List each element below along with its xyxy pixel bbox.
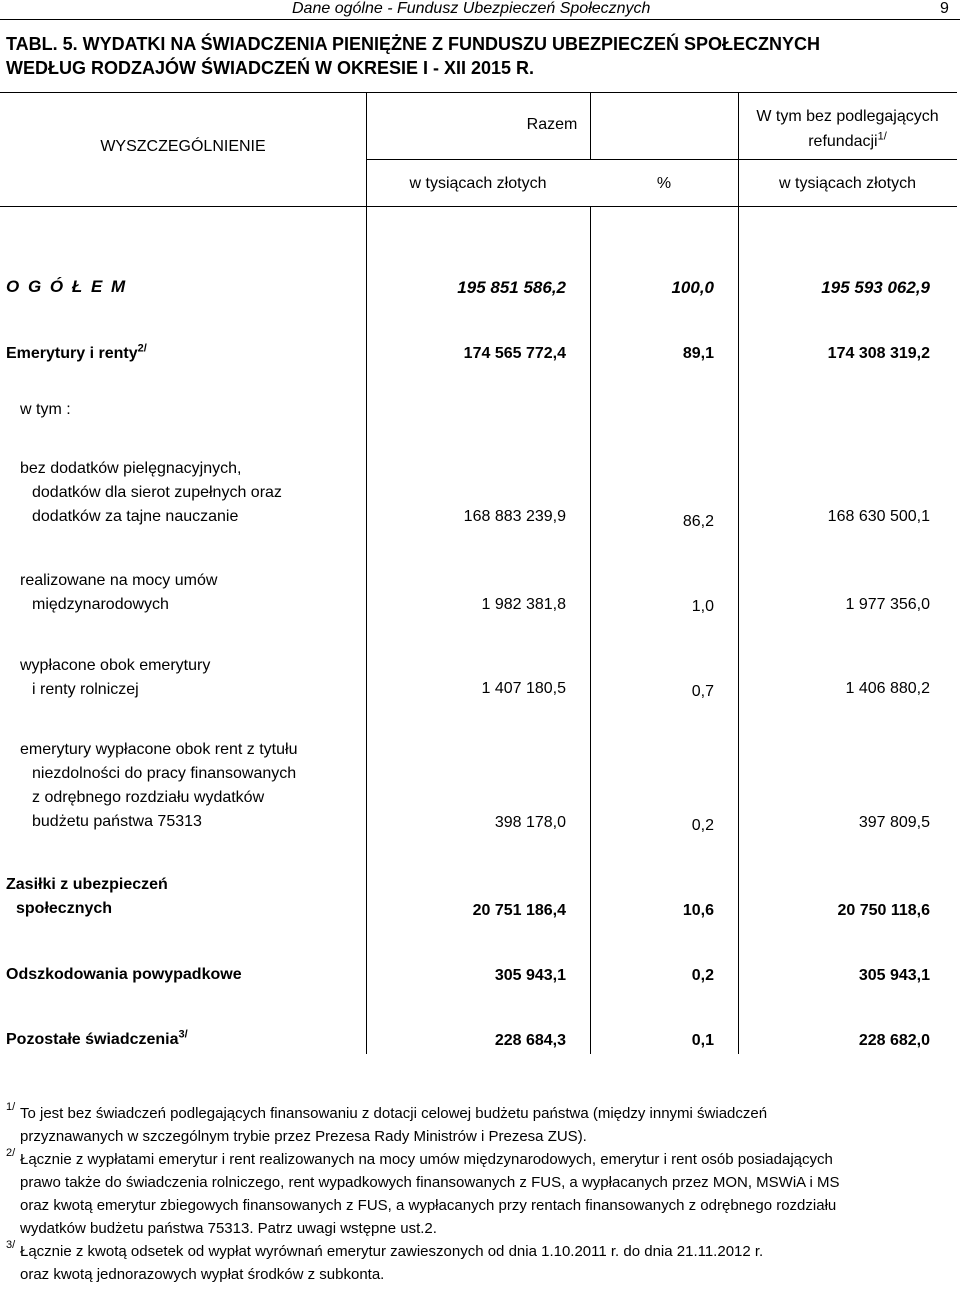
row-label-of-which: w tym : [20, 401, 71, 418]
footnote-3: 3/ Łącznie z kwotą odsetek od wypłat wyrównań emerytur zawieszonych od dnia 1.10.2011 r. do dnia 21.11.2012 r. oraz kwotą jednorazowych wypłat środków z subkonta. [6, 1239, 764, 1283]
unit-thousands-without-refunds: w tysiącach złotych [779, 175, 916, 192]
row-accident-compensation-without-refunds: 305 943,1 [858, 967, 930, 984]
row-budget-75313-value: 398 178,0 [494, 814, 566, 831]
row-label-other-benefits: Pozostałe świadczenia$^{3/}$ [6, 1028, 188, 1048]
table-title-line-1: TABL. 5. WYDATKI NA ŚWIADCZENIA PIENIĘŻNE Z FUNDUSZU UBEZPIECZEŃ SPOŁECZNYCH [6, 34, 821, 54]
footnote-2: 2/ Łącznie z wypłatami emerytur i rent realizowanych na mocy umów międzynarodowych, emerytur i rent osób posiadających prawo także do świadczenia rolniczego, rent wypadkowych finansowanych z FUS, a wypłacanych przez MON, MSWiA i MS oraz kwotą emerytur zbiegowych finansowanych z FUS, a wypłacanych przy rentach finansowanych z odrębnego rozdziału wydatków budżetu państwa 75313. Patrz uwagi wstępne ust.2. [6, 1147, 840, 1237]
row-accident-compensation-value: 305 943,1 [494, 967, 566, 984]
row-excluding-supplements-without-refunds: 168 630 500,1 [827, 508, 930, 525]
row-budget-75313-without-refunds: 397 809,5 [858, 814, 930, 831]
column-header-without-refunds: W tym bez podlegających refundacji$^{1/}$ [756, 108, 939, 150]
row-label-excluding-supplements: bez dodatków pielęgnacyjnych, dodatków dla sierot zupełnych oraz dodatków za tajne nauczanie [20, 460, 282, 525]
running-header-title: Dane ogólne - Fundusz Ubezpieczeń Społecznych [292, 0, 651, 17]
unit-thousands-total: w tysiącach złotych [409, 175, 547, 192]
row-label-budget-75313: emerytury wypłacone obok rent z tytułu niezdolności do pracy finansowanych z odrębnego rozdziału wydatków budżetu państwa 75313 [20, 741, 298, 830]
row-social-benefits-percent: 10,6 [682, 902, 714, 919]
row-other-benefits-value: 228 684,3 [494, 1032, 566, 1049]
row-excluding-supplements-value: 168 883 239,9 [463, 508, 566, 525]
row-label-social-benefits: Zasiłki z ubezpieczeń społecznych [6, 876, 168, 917]
row-excluding-supplements-percent: 86,2 [682, 513, 714, 530]
row-other-benefits-percent: 0,1 [691, 1032, 714, 1049]
row-label-agricultural-pension: wypłacone obok emerytury i renty rolniczej [20, 657, 211, 698]
row-international-agreements-percent: 1,0 [691, 598, 714, 615]
row-agricultural-pension-value: 1 407 180,5 [481, 680, 566, 697]
row-agricultural-pension-without-refunds: 1 406 880,2 [845, 680, 930, 697]
page-number: 9 [940, 0, 949, 17]
row-label-accident-compensation: Odszkodowania powypadkowe [6, 966, 242, 983]
row-other-benefits-without-refunds: 228 682,0 [858, 1032, 930, 1049]
unit-percent: % [656, 175, 672, 192]
footnotes [6, 1102, 956, 1286]
footnote-1: 1/ To jest bez świadczeń podlegających finansowaniu z dotacji celowej budżetu państwa (między innymi świadczeń przyznawanych w szczególnym trybie przez Prezesa Rady Ministrów i Prezesa ZUS). [6, 1101, 768, 1145]
row-total-percent: 100,0 [671, 278, 714, 297]
row-pensions-without-refunds: 174 308 319,2 [827, 345, 930, 362]
row-pensions-value: 174 565 772,4 [463, 345, 566, 362]
row-social-benefits-without-refunds: 20 750 118,6 [837, 902, 930, 919]
row-pensions-percent: 89,1 [682, 345, 714, 362]
column-header-total: Razem [526, 116, 578, 133]
column-header-specification: WYSZCZEGÓLNIENIE [100, 138, 266, 155]
row-total-value: 195 851 586,2 [457, 278, 566, 297]
table-title [6, 32, 956, 80]
row-social-benefits-value: 20 751 186,4 [472, 902, 566, 919]
table-title-line-2: WEDŁUG RODZAJÓW ŚWIADCZEŃ W OKRESIE I - XII 2015 R. [6, 58, 535, 78]
row-international-agreements-without-refunds: 1 977 356,0 [845, 596, 930, 613]
row-accident-compensation-percent: 0,2 [691, 967, 714, 984]
header-rule [0, 19, 960, 20]
row-total-without-refunds: 195 593 062,9 [821, 278, 930, 297]
row-budget-75313-percent: 0,2 [691, 817, 714, 834]
row-label-total: O G Ó Ł E M [6, 277, 128, 296]
row-agricultural-pension-percent: 0,7 [691, 683, 714, 700]
row-label-pensions: Emerytury i renty$^{2/}$ [6, 342, 147, 362]
row-international-agreements-value: 1 982 381,8 [481, 596, 566, 613]
row-label-international-agreements: realizowane na mocy umów międzynarodowych [20, 572, 218, 613]
